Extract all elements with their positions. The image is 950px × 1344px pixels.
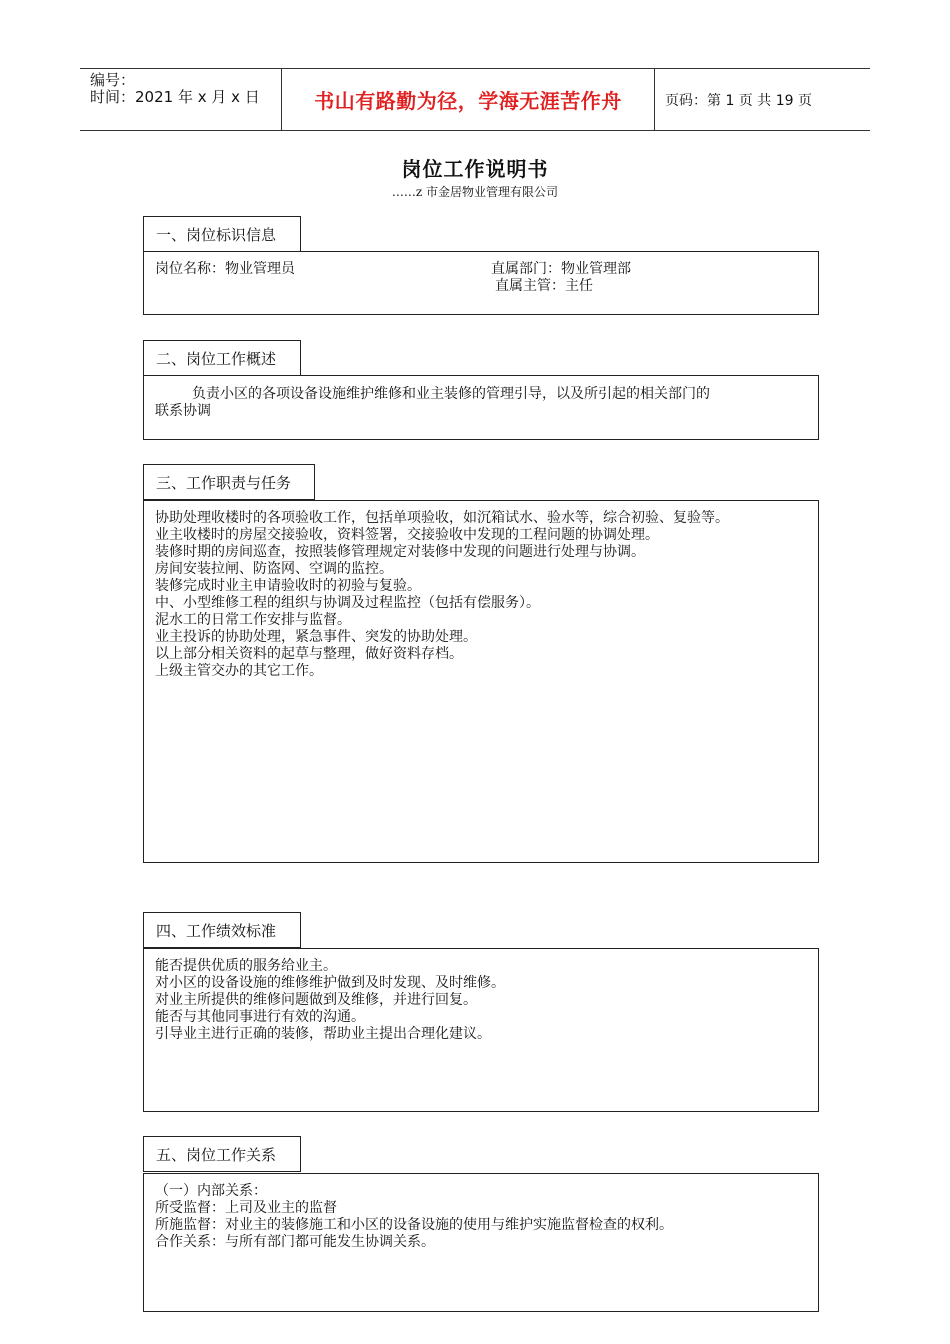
relation-item: 合作关系：与所有部门都可能发生协调关系。 — [155, 1234, 435, 1250]
section-box-overview — [143, 375, 819, 440]
duty-item: 装修完成时业主申请验收时的初验与复验。 — [155, 578, 421, 594]
performance-item: 能否与其他同事进行有效的沟通。 — [155, 1009, 365, 1025]
page-header — [80, 68, 870, 131]
page-number: 页码：第 1 页 共 19 页 — [665, 92, 812, 109]
duty-item: 业主收楼时的房屋交接验收，资料签署，交接验收中发现的工程问题的协调处理。 — [155, 527, 659, 543]
overview-line: 负责小区的各项设备设施维护维修和业主装修的管理引导，以及所引起的相关部门的 — [192, 386, 710, 402]
duty-item: 以上部分相关资料的起草与整理，做好资料存档。 — [155, 646, 463, 662]
department: 直属部门：物业管理部 — [491, 261, 631, 277]
duty-item: 上级主管交办的其它工作。 — [155, 663, 323, 679]
section-label-overview: 二、岗位工作概述 — [143, 340, 301, 376]
performance-item: 对业主所提供的维修问题做到及维修，并进行回复。 — [155, 992, 477, 1008]
section-box-identification — [143, 251, 819, 315]
supervisor: 直属主管：主任 — [495, 278, 593, 294]
section-box-duties — [143, 500, 819, 863]
relation-item: （一）内部关系： — [155, 1183, 267, 1199]
performance-item: 能否提供优质的服务给业主。 — [155, 958, 337, 974]
performance-item: 对小区的设备设施的维修维护做到及时发现、及时维修。 — [155, 975, 505, 991]
relation-item: 所施监督：对业主的装修施工和小区的设备设施的使用与维护实施监督检查的权利。 — [155, 1217, 673, 1233]
position-name: 岗位名称：物业管理员 — [155, 261, 295, 277]
section-label-identification: 一、岗位标识信息 — [143, 216, 301, 252]
company-name: ……z 市金居物业管理有限公司 — [391, 185, 559, 199]
duty-item: 房间安装拉闸、防盗网、空调的监控。 — [155, 561, 393, 577]
header-motto-cell — [282, 69, 655, 130]
header-page-cell — [655, 69, 870, 130]
section-label-duties: 三、工作职责与任务 — [143, 464, 315, 500]
section-label-performance: 四、工作绩效标准 — [143, 912, 301, 948]
document-time: 时间：2021 年 x 月 x 日 — [90, 88, 260, 106]
duty-item: 泥水工的日常工作安排与监督。 — [155, 612, 351, 628]
duty-item: 协助处理收楼时的各项验收工作，包括单项验收，如沉箱试水、验水等，综合初验、复验等。 — [155, 510, 729, 526]
overview-line: 联系协调 — [155, 403, 211, 419]
section-label-relations: 五、岗位工作关系 — [143, 1136, 301, 1172]
document-number: 编号： — [90, 71, 136, 89]
duty-item: 业主投诉的协助处理，紧急事件、突发的协助处理。 — [155, 629, 477, 645]
duty-item: 中、小型维修工程的组织与协调及过程监控（包括有偿服务）。 — [155, 595, 540, 611]
section-box-performance — [143, 948, 819, 1112]
header-meta — [80, 69, 282, 130]
document-title: 岗位工作说明书 — [401, 157, 549, 181]
relation-item: 所受监督：上司及业主的监督 — [155, 1200, 337, 1216]
performance-item: 引导业主进行正确的装修，帮助业主提出合理化建议。 — [155, 1026, 491, 1042]
section-box-relations — [143, 1173, 819, 1312]
duty-item: 装修时期的房间巡查，按照装修管理规定对装修中发现的问题进行处理与协调。 — [155, 544, 645, 560]
motto: 书山有路勤为径，学海无涯苦作舟 — [314, 89, 622, 113]
